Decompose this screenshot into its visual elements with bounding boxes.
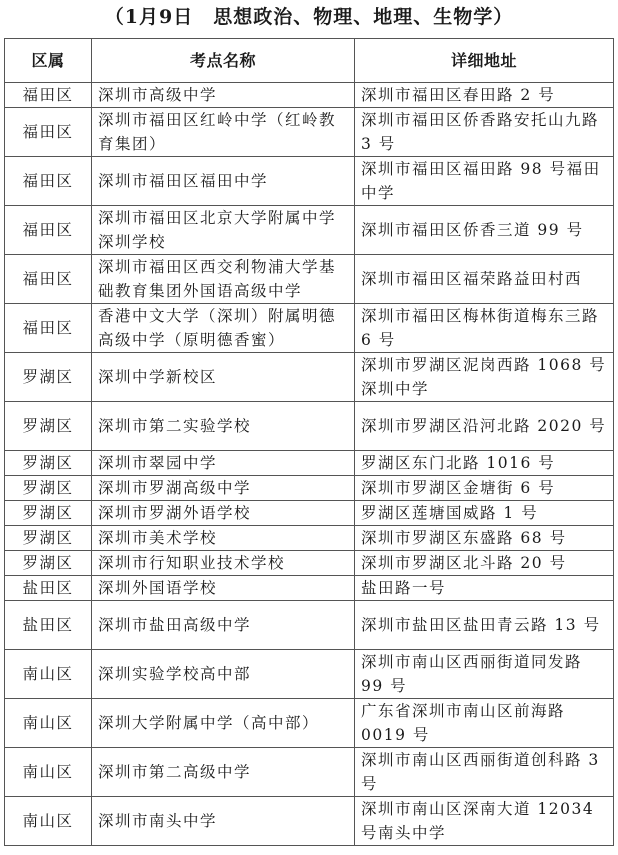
site-name-cell: 深圳大学附属中学（高中部） (92, 699, 355, 748)
table-row (5, 501, 614, 526)
table-row (5, 551, 614, 576)
address-cell: 深圳市罗湖区东盛路 68 号 (355, 526, 614, 551)
table-row (5, 699, 614, 748)
table-row (5, 576, 614, 601)
table-row (5, 353, 614, 402)
address-cell: 深圳市南山区西丽街道同发路 99 号 (355, 650, 614, 699)
site-name-cell: 深圳市高级中学 (92, 83, 355, 108)
address-cell: 深圳市南山区西丽街道创科路 3 号 (355, 748, 614, 797)
address-cell: 深圳市福田区福田路 98 号福田中学 (355, 157, 614, 206)
table-row (5, 402, 614, 451)
district-cell: 罗湖区 (5, 526, 92, 551)
district-cell: 福田区 (5, 206, 92, 255)
site-name-cell: 深圳实验学校高中部 (92, 650, 355, 699)
site-name-cell: 深圳中学新校区 (92, 353, 355, 402)
district-cell: 罗湖区 (5, 451, 92, 476)
district-cell: 南山区 (5, 797, 92, 846)
table-row (5, 476, 614, 501)
table-body (5, 83, 614, 846)
district-cell: 福田区 (5, 83, 92, 108)
district-cell: 盐田区 (5, 576, 92, 601)
address-cell: 深圳市罗湖区金塘街 6 号 (355, 476, 614, 501)
address-cell: 深圳市罗湖区沿河北路 2020 号 (355, 402, 614, 451)
site-name-cell: 香港中文大学（深圳）附属明德高级中学（原明德香蜜） (92, 304, 355, 353)
site-name-cell: 深圳市盐田高级中学 (92, 601, 355, 650)
address-cell: 深圳市福田区梅林街道梅东三路 6 号 (355, 304, 614, 353)
address-cell: 盐田路一号 (355, 576, 614, 601)
site-name-cell: 深圳市福田区西交利物浦大学基础教育集团外国语高级中学 (92, 255, 355, 304)
table-row (5, 601, 614, 650)
site-name-cell: 深圳市福田区红岭中学（红岭教育集团） (92, 108, 355, 157)
table-row (5, 206, 614, 255)
header-address: 详细地址 (355, 39, 614, 83)
address-cell: 罗湖区东门北路 1016 号 (355, 451, 614, 476)
district-cell: 罗湖区 (5, 402, 92, 451)
page-title: （1月9日 思想政治、物理、地理、生物学） (104, 6, 514, 28)
table-row (5, 797, 614, 846)
site-name-cell: 深圳市福田区福田中学 (92, 157, 355, 206)
address-cell: 深圳市罗湖区泥岗西路 1068 号深圳中学 (355, 353, 614, 402)
district-cell: 罗湖区 (5, 551, 92, 576)
district-cell: 盐田区 (5, 601, 92, 650)
table-row (5, 451, 614, 476)
address-cell: 深圳市福田区侨香三道 99 号 (355, 206, 614, 255)
site-name-cell: 深圳市罗湖高级中学 (92, 476, 355, 501)
site-name-cell: 深圳市罗湖外语学校 (92, 501, 355, 526)
table-row (5, 255, 614, 304)
district-cell: 南山区 (5, 748, 92, 797)
table-row (5, 83, 614, 108)
address-cell: 深圳市福田区侨香路安托山九路 3 号 (355, 108, 614, 157)
table-header-row (5, 39, 614, 83)
site-name-cell: 深圳市第二高级中学 (92, 748, 355, 797)
site-name-cell: 深圳市行知职业技术学校 (92, 551, 355, 576)
address-cell: 深圳市盐田区盐田青云路 13 号 (355, 601, 614, 650)
district-cell: 福田区 (5, 108, 92, 157)
district-cell: 福田区 (5, 157, 92, 206)
address-cell: 深圳市福田区春田路 2 号 (355, 83, 614, 108)
table-row (5, 748, 614, 797)
site-name-cell: 深圳外国语学校 (92, 576, 355, 601)
district-cell: 南山区 (5, 650, 92, 699)
district-cell: 罗湖区 (5, 501, 92, 526)
site-name-cell: 深圳市南头中学 (92, 797, 355, 846)
address-cell: 深圳市福田区福荣路益田村西 (355, 255, 614, 304)
table-row (5, 526, 614, 551)
site-name-cell: 深圳市美术学校 (92, 526, 355, 551)
header-district: 区属 (5, 39, 92, 83)
table-row (5, 108, 614, 157)
district-cell: 罗湖区 (5, 353, 92, 402)
district-cell: 罗湖区 (5, 476, 92, 501)
table-row (5, 157, 614, 206)
district-cell: 福田区 (5, 304, 92, 353)
header-site-name: 考点名称 (92, 39, 355, 83)
table-row (5, 650, 614, 699)
address-cell: 广东省深圳市南山区前海路 0019 号 (355, 699, 614, 748)
site-name-cell: 深圳市翠园中学 (92, 451, 355, 476)
site-name-cell: 深圳市福田区北京大学附属中学深圳学校 (92, 206, 355, 255)
district-cell: 福田区 (5, 255, 92, 304)
exam-sites-table (4, 38, 614, 846)
table-row (5, 304, 614, 353)
district-cell: 南山区 (5, 699, 92, 748)
site-name-cell: 深圳市第二实验学校 (92, 402, 355, 451)
address-cell: 深圳市罗湖区北斗路 20 号 (355, 551, 614, 576)
address-cell: 罗湖区莲塘国威路 1 号 (355, 501, 614, 526)
address-cell: 深圳市南山区深南大道 12034 号南头中学 (355, 797, 614, 846)
